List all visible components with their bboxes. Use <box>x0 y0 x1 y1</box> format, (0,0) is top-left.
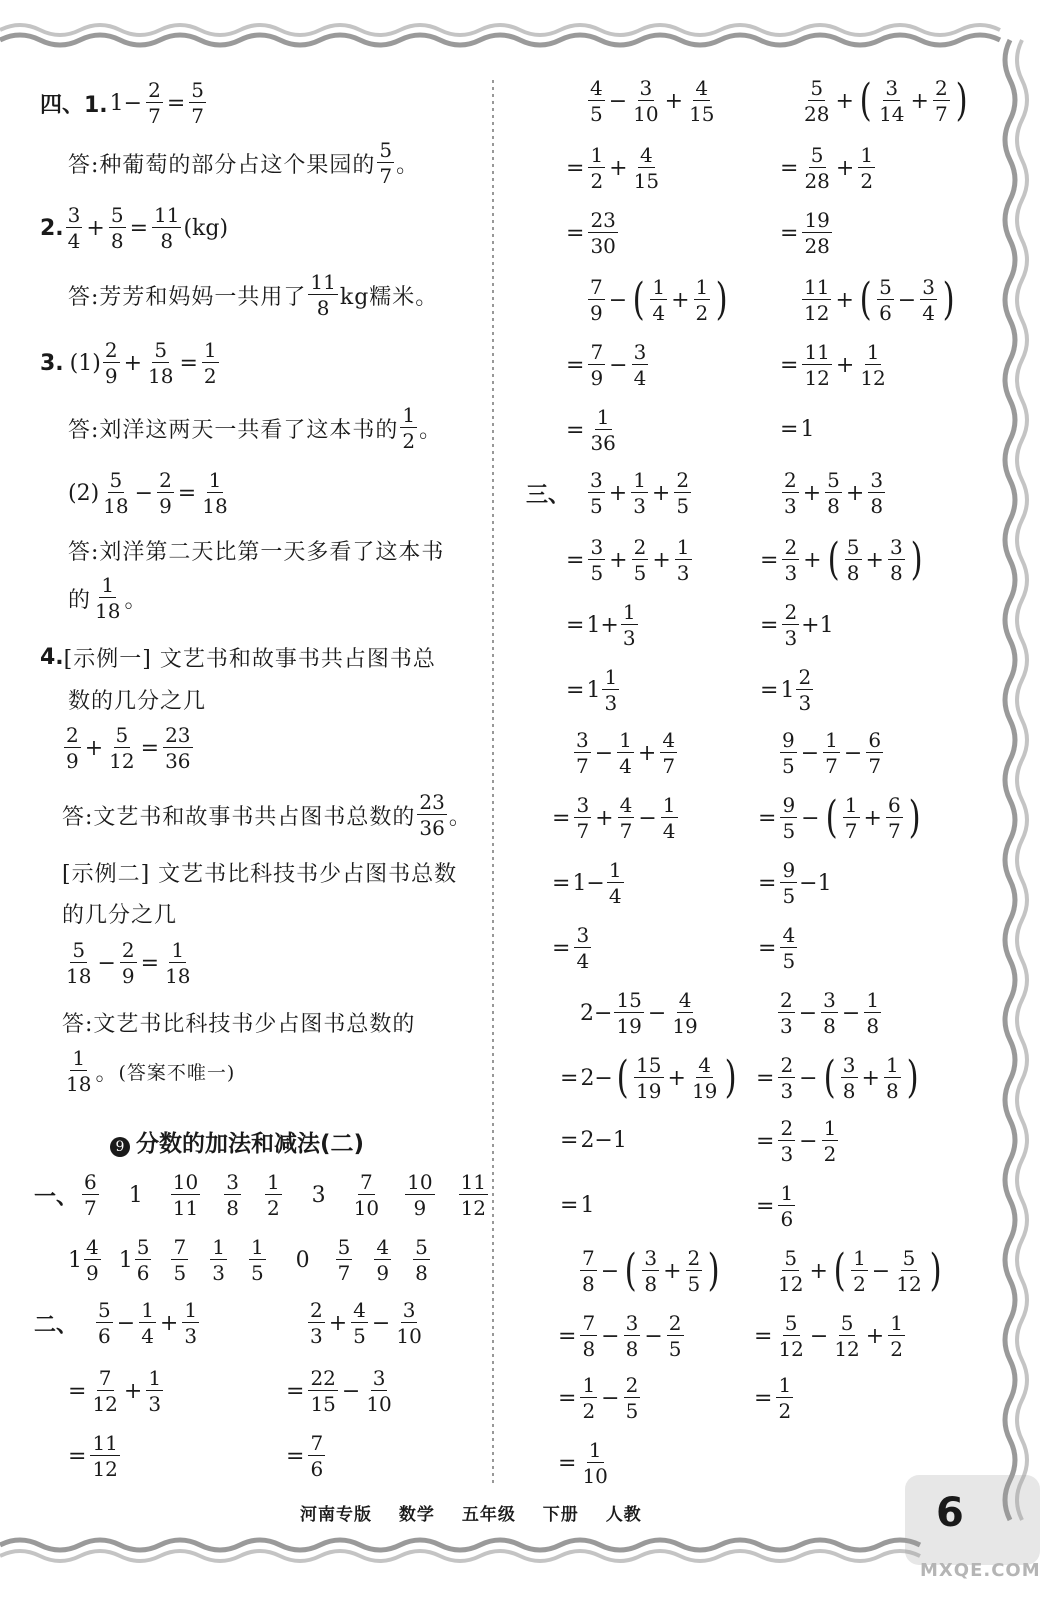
part2-f-line2: = $\frac{11}{12}$ + $\frac{1}{12}$ <box>780 340 886 390</box>
part3-g-line2: = $\frac{7}{8}$ − $\frac{3}{8}$ − $\frac{2}{5}$ <box>558 1311 682 1361</box>
lesson-title: 9 分数的加法和减法(二) <box>110 1125 364 1158</box>
part3-f-line2: = $\frac{2}{3}$ − ( $\frac{3}{8}$ + $\frac{1}{8}$ ) <box>756 1052 919 1103</box>
part3-f-line3: = $\frac{2}{3}$ − $\frac{1}{2}$ <box>756 1116 837 1166</box>
footer-subject: 数学 <box>398 1505 435 1525</box>
part1-row1: 一、 $\frac{6}{7}$ 1 $\frac{10}{11}$ $\frac{3}{8}$ $\frac{1}{2}$ 3 $\frac{7}{10}$ $\frac{10}{9}$ $\frac{11}{12}$ <box>34 1170 487 1220</box>
q4-3-2-answer: 答:刘洋第二天比第一天多看了这本书 <box>68 540 445 565</box>
page-number: 6 <box>936 1490 964 1536</box>
part2-d-line1: $\frac{5}{28}$ + ( $\frac{3}{14}$ + $\frac{2}{7}$ ) <box>804 75 968 126</box>
part3-c-line4: = $\frac{3}{4}$ <box>552 923 590 973</box>
q4-4-example2-answer-cont: $\frac{1}{18}$ 。 (答案不唯一) <box>66 1046 236 1096</box>
part3-b-line2: = $\frac{2}{3}$ + ( $\frac{5}{8}$ + $\frac{3}{8}$ ) <box>760 534 923 585</box>
part3-b-line1: $\frac{2}{3}$ + $\frac{5}{8}$ + $\frac{3}{8}$ <box>784 468 884 518</box>
part2-d-line2: = $\frac{5}{28}$ + $\frac{1}{2}$ <box>780 143 874 193</box>
part3-a-line2: = $\frac{3}{5}$ + $\frac{2}{5}$ + $\frac{1}{3}$ <box>566 535 690 585</box>
q4-2-answer: 答:芳芳和妈妈一共用了 $\frac{11}{8}$ kg糯米。 <box>68 270 439 320</box>
part3-a-line1: 三、 $\frac{3}{5}$ + $\frac{1}{3}$ + $\frac{2}{5}$ <box>526 468 690 518</box>
part3-h-line2: = $\frac{5}{12}$ − $\frac{5}{12}$ + $\frac{1}{2}$ <box>754 1311 903 1361</box>
footer-edition: 河南专版 <box>300 1505 372 1525</box>
part3-e-line1: 2− $\frac{15}{19}$ − $\frac{4}{19}$ <box>580 988 698 1038</box>
part3-c-line2: = $\frac{3}{7}$ + $\frac{4}{7}$ − $\frac{1}{4}$ <box>552 793 676 843</box>
part2-b-line1: $\frac{2}{3}$ + $\frac{4}{5}$ − $\frac{3}{10}$ <box>310 1298 422 1348</box>
part3-a-line3: = 1+ $\frac{1}{3}$ <box>566 600 636 650</box>
part3-d-line3: = $\frac{9}{5}$ −1 <box>758 858 832 908</box>
part3-e-line3: = 2−1 <box>560 1128 627 1153</box>
q4-3-1-equation: 3. (1) $\frac{2}{9}$ + $\frac{5}{18}$ = $\frac{1}{2}$ <box>40 338 217 388</box>
watermark-logo <box>905 1475 1040 1565</box>
part3-d-line2: = $\frac{9}{5}$ − ( $\frac{1}{7}$ + $\frac{6}{7}$ ) <box>758 792 921 843</box>
q4-4-example1-title-cont: 数的几分之几 <box>68 689 207 714</box>
q4-3-2-answer-cont: 的 $\frac{1}{18}$ 。 <box>68 573 148 623</box>
part3-d-line4: = $\frac{4}{5}$ <box>758 923 796 973</box>
footer-volume: 下册 <box>542 1505 579 1525</box>
part2-f-line1: $\frac{11}{12}$ + ( $\frac{5}{6}$ − $\frac{3}{4}$ ) <box>804 274 955 325</box>
part3-b-line4: = 1 $\frac{2}{3}$ <box>760 665 812 715</box>
part2-c-line3: = $\frac{23}{30}$ <box>566 208 616 258</box>
part2-f-line3: = 1 <box>780 417 815 442</box>
part3-a-line4: = 1 $\frac{1}{3}$ <box>566 665 618 715</box>
section4-label: 四、1. <box>40 92 108 118</box>
footer-grade: 五年级 <box>461 1505 516 1525</box>
part2-c-line1: $\frac{4}{5}$ − $\frac{3}{10}$ + $\frac{4}{15}$ <box>590 76 715 126</box>
q4-4-example2-answer: 答:文艺书比科技书少占图书总数的 <box>62 1012 416 1037</box>
q4-1-answer: 答:种葡萄的部分占这个果园的 $\frac{5}{7}$ 。 <box>68 138 420 188</box>
part3-c-line3: = 1− $\frac{1}{4}$ <box>552 858 622 908</box>
part2-b-line3: = $\frac{7}{6}$ <box>286 1431 324 1481</box>
watermark-text: MXQE.COM <box>920 1560 1041 1581</box>
part3-f-line4: = $\frac{1}{6}$ <box>756 1181 794 1231</box>
part3-c-line1: $\frac{3}{7}$ − $\frac{1}{4}$ + $\frac{4}{7}$ <box>576 728 676 778</box>
part2-e-line2: = $\frac{7}{9}$ − $\frac{3}{4}$ <box>566 340 647 390</box>
q4-4-example2-title: [示例二] 文艺书比科技书少占图书总数 <box>62 862 458 887</box>
part2-a-line3: = $\frac{11}{12}$ <box>68 1431 118 1481</box>
frame-right-wave2 <box>1017 40 1027 1520</box>
part3-b-line3: = $\frac{2}{3}$ +1 <box>760 600 834 650</box>
footer-publisher: 人教 <box>605 1505 642 1525</box>
part3-g-line3: = $\frac{1}{2}$ − $\frac{2}{5}$ <box>558 1373 639 1423</box>
q4-1-equation: 四、1. 1− $\frac{2}{7}$ = $\frac{5}{7}$ <box>40 78 205 128</box>
page-footer <box>300 1500 662 1525</box>
q4-3-2-equation: (2) $\frac{5}{18}$ − $\frac{2}{9}$ = $\frac{1}{18}$ <box>68 468 228 518</box>
frame-right-wave <box>1005 40 1015 1520</box>
q4-4-example2-title-cont: 的几分之几 <box>62 903 178 928</box>
part2-e-line1: $\frac{7}{9}$ − ( $\frac{1}{4}$ + $\frac{1}{2}$ ) <box>590 274 728 325</box>
part3-e-line4: = 1 <box>560 1193 595 1218</box>
part2-b-line2: = $\frac{22}{15}$ − $\frac{3}{10}$ <box>286 1366 392 1416</box>
part2-c-line2: = $\frac{1}{2}$ + $\frac{4}{15}$ <box>566 143 660 193</box>
q4-4-example1-equation: $\frac{2}{9}$ + $\frac{5}{12}$ = $\frac{23}{36}$ <box>66 723 191 773</box>
part3-e-line2: = 2− ( $\frac{15}{19}$ + $\frac{4}{19}$ ) <box>560 1052 737 1103</box>
part3-d-line1: $\frac{9}{5}$ − $\frac{1}{7}$ − $\frac{6}{7}$ <box>782 728 882 778</box>
part3-h-line1: $\frac{5}{12}$ + ( $\frac{1}{2}$ − $\frac{5}{12}$ ) <box>778 1245 942 1296</box>
part2-a-line2: = $\frac{7}{12}$ + $\frac{1}{3}$ <box>68 1366 162 1416</box>
q4-4-example2-equation: $\frac{5}{18}$ − $\frac{2}{9}$ = $\frac{1}{18}$ <box>66 938 191 988</box>
part3-h-line3: = $\frac{1}{2}$ <box>754 1373 792 1423</box>
part3-f-line1: $\frac{2}{3}$ − $\frac{3}{8}$ − $\frac{1}{8}$ <box>780 988 880 1038</box>
lesson-number-badge: 9 <box>110 1137 130 1157</box>
frame-bottom-wave <box>0 1540 920 1550</box>
part3-g-line4: = $\frac{1}{10}$ <box>558 1438 608 1488</box>
part3-g-line1: $\frac{7}{8}$ − ( $\frac{3}{8}$ + $\frac{2}{5}$ ) <box>582 1245 720 1296</box>
part2-d-line3: = $\frac{19}{28}$ <box>780 208 830 258</box>
part1-row2: 1 $\frac{4}{9}$ 1 $\frac{5}{6}$ $\frac{7}{5}$ $\frac{1}{3}$ $\frac{1}{5}$ 0 $\frac{5}{7}$ $\frac{4}{9}$ $\frac{5}{8}$ <box>68 1235 428 1285</box>
frame-top-wave <box>0 35 1000 45</box>
q4-4-example1-answer: 答:文艺书和故事书共占图书总数的 $\frac{23}{36}$ 。 <box>62 790 472 840</box>
q4-3-1-answer: 答:刘洋这两天一共看了这本书的 $\frac{1}{2}$ 。 <box>68 403 443 453</box>
q4-2-equation: 2. $\frac{3}{4}$ + $\frac{5}{8}$ = $\frac{11}{8}$ (kg) <box>40 203 229 253</box>
part2-a-line1: 二、 $\frac{5}{6}$ − $\frac{1}{4}$ + $\frac{1}{3}$ <box>34 1298 198 1348</box>
q4-4-example1-title: 4. [示例一] 文艺书和故事书共占图书总 <box>40 645 436 672</box>
part2-e-line3: = $\frac{1}{36}$ <box>566 405 616 455</box>
